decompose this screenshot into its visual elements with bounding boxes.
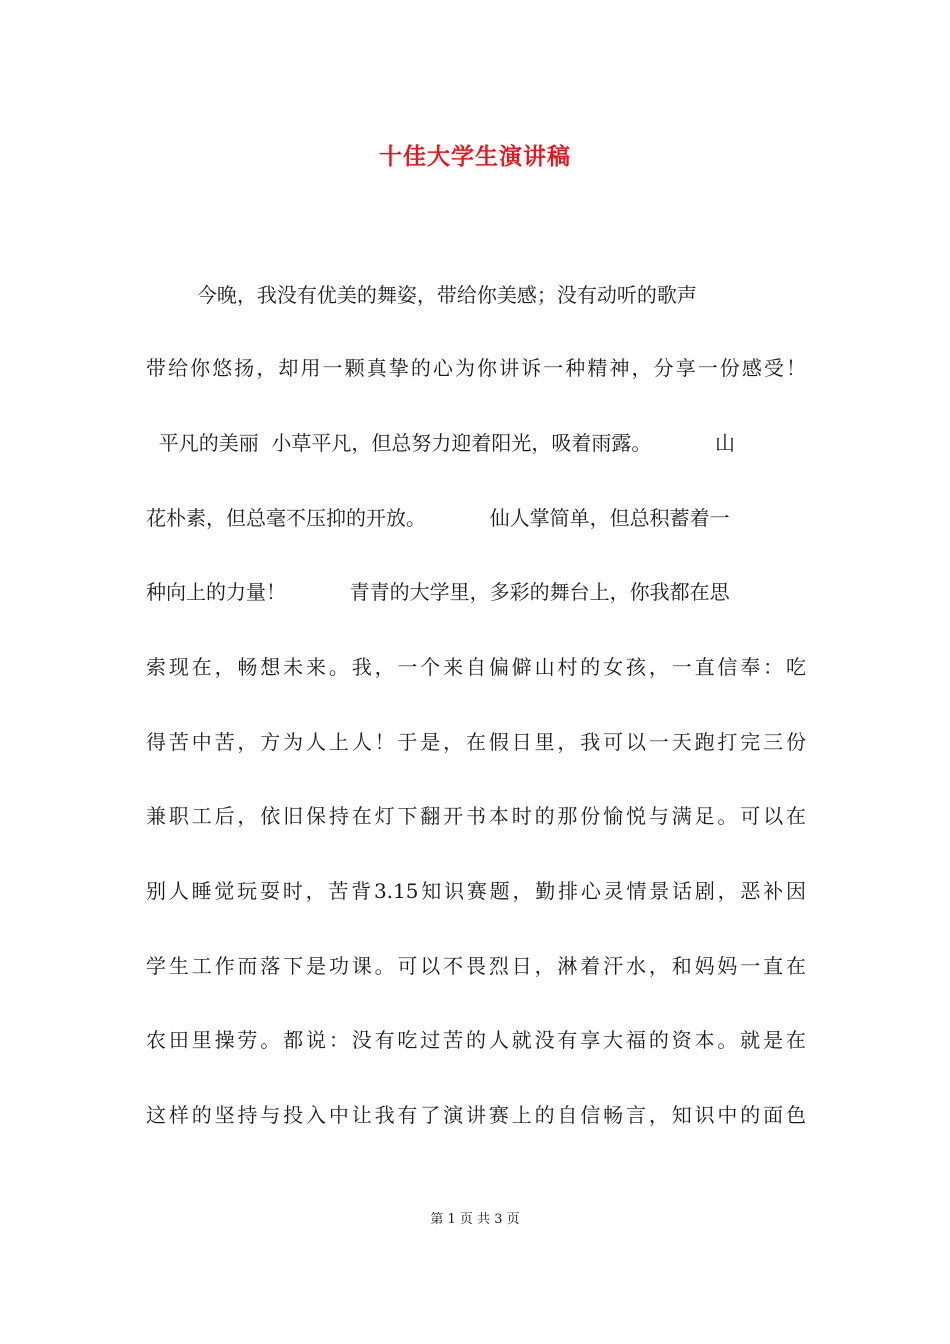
body-line-5: 种向上的力量！ 青青的大学里，多彩的舞台上，你我都在思 (146, 580, 730, 604)
body-line-3: 平凡的美丽 小草平凡，但总努力迎着阳光，吸着雨露。 山 (146, 431, 736, 455)
page-number-footer: 第 1 页 共 3 页 (430, 1212, 520, 1227)
body-line-11: 农田里操劳。都说：没有吃过苦的人就没有享大福的资本。就是在 (146, 1028, 806, 1052)
body-line-7: 得苦中苦，方为人上人！于是，在假日里，我可以一天跑打完三份 (146, 730, 806, 754)
body-line-10: 学生工作而落下是功课。可以不畏烈日，淋着汗水，和妈妈一直在 (146, 954, 806, 978)
document-title: 十佳大学生演讲稿 (379, 143, 571, 170)
body-line-9: 别人睡觉玩耍时，苦背3.15知识赛题，勤排心灵情景话剧，恶补因 (146, 879, 806, 903)
body-line-12: 这样的坚持与投入中让我有了演讲赛上的自信畅言，知识中的面色 (146, 1103, 806, 1127)
body-line-1: 今晚，我没有优美的舞姿，带给你美感；没有动听的歌声 (146, 283, 697, 307)
body-line-4: 花朴素，但总毫不压抑的开放。 仙人掌简单，但总积蓄着一 (146, 506, 730, 530)
body-line-2: 带给你悠扬，却用一颗真挚的心为你讲诉一种精神，分享一份感受！ (146, 356, 806, 380)
body-line-6: 索现在，畅想未来。我，一个来自偏僻山村的女孩，一直信奉：吃 (146, 655, 806, 679)
body-line-8: 兼职工后，依旧保持在灯下翻开书本时的那份愉悦与满足。可以在 (146, 804, 806, 828)
